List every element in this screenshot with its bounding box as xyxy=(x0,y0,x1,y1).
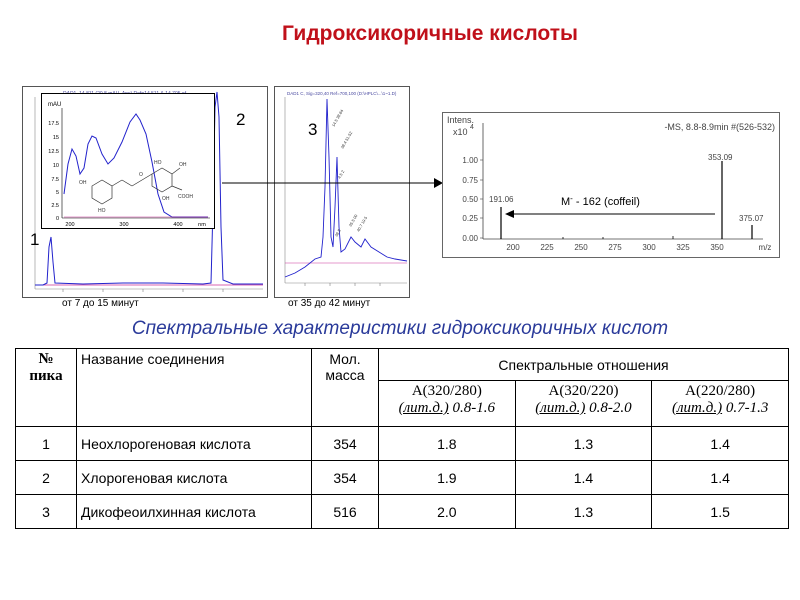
svg-text:14.5 38.84: 14.5 38.84 xyxy=(330,108,345,128)
slide-title: Гидроксикоричные кислоты xyxy=(282,22,578,45)
cell-r2: 1.4 xyxy=(515,461,652,495)
cell-mass: 516 xyxy=(312,495,379,529)
ms-ylabel: Intens. xyxy=(447,115,475,125)
inset-unit: mAU xyxy=(48,102,62,108)
chromatogram-middle-plot xyxy=(275,87,409,297)
ms-xtick-275: 275 xyxy=(608,243,622,252)
svg-text:38.4 51.52: 38.4 51.52 xyxy=(339,130,354,150)
ms-yscale: x10 xyxy=(453,127,468,137)
peak-label-1: 1 xyxy=(30,230,40,249)
chromatogram-middle-caption: от 35 до 42 минут xyxy=(288,298,371,309)
cell-r3: 1.5 xyxy=(652,495,789,529)
ms-ytick-0-25: 0.25 xyxy=(462,214,478,223)
mol-label-o: O xyxy=(139,172,143,178)
inset-ytick-10: 10 xyxy=(52,163,59,169)
inset-ytick-15: 15 xyxy=(52,135,59,141)
ms-header: -MS, 8.8-8.9min #(526-532) xyxy=(664,122,775,132)
link-arrow xyxy=(222,176,444,190)
inset-xtick-200: 200 xyxy=(65,222,75,228)
cell-r3: 1.4 xyxy=(652,427,789,461)
uv-spectrum-inset xyxy=(41,93,215,229)
cell-no: 1 xyxy=(16,427,77,461)
inset-ytick-0: 0 xyxy=(55,216,59,222)
inset-ytick-12-5: 12.5 xyxy=(48,149,59,155)
inset-ytick-7-5: 7.5 xyxy=(51,177,59,183)
cell-no: 2 xyxy=(16,461,77,495)
inset-ytick-5: 5 xyxy=(55,190,59,196)
cell-name: Хлорогеновая кислота xyxy=(77,461,312,495)
cell-r3: 1.4 xyxy=(652,461,789,495)
table-row xyxy=(16,461,789,495)
table-row xyxy=(16,427,789,461)
chromatogram-left xyxy=(22,86,268,298)
mass-spectrum-plot xyxy=(443,113,779,257)
mol-label-cooh: COOH xyxy=(178,194,193,200)
svg-text:40.7 19.5: 40.7 19.5 xyxy=(355,215,369,233)
ms-peak-label-375: 375.07 xyxy=(739,214,764,223)
col-name: Название соединения xyxy=(77,349,312,427)
svg-text:35.5 00: 35.5 00 xyxy=(347,213,359,228)
cell-name: Неохлорогеновая кислота xyxy=(77,427,312,461)
col-peak-no: № пика xyxy=(16,349,77,427)
inset-ytick-2-5: 2.5 xyxy=(51,203,59,209)
cell-mass: 354 xyxy=(312,461,379,495)
cell-mass: 354 xyxy=(312,427,379,461)
col-ratio-220-280: А(220/280) (лит.д.) 0.7-1.3 xyxy=(652,381,789,427)
mol-label-ho-2: HO xyxy=(154,160,162,166)
chromatogram-middle xyxy=(274,86,410,298)
cell-r2: 1.3 xyxy=(515,427,652,461)
mol-label-ho-1: HO xyxy=(98,208,106,214)
peak-label-2: 2 xyxy=(236,110,246,129)
ms-xtick-200: 200 xyxy=(506,243,520,252)
ms-ytick-1-00: 1.00 xyxy=(462,156,478,165)
ms-peak-label-353: 353.09 xyxy=(708,153,733,162)
chromatogram-left-caption: от 7 до 15 минут xyxy=(62,298,139,309)
ms-xunit: m/z xyxy=(758,243,772,252)
mol-label-oh-1: OH xyxy=(79,180,87,186)
uv-spectrum-plot xyxy=(42,94,214,228)
ms-xtick-225: 225 xyxy=(540,243,554,252)
spectral-table xyxy=(15,348,789,529)
ms-ytick-0-00: 0.00 xyxy=(462,234,478,243)
col-ratio-320-220: А(320/220) (лит.д.) 0.8-2.0 xyxy=(515,381,652,427)
svg-text:38.8: 38.8 xyxy=(333,228,342,238)
mass-spectrum xyxy=(442,112,780,258)
ms-annotation: M- - 162 (coffeil) xyxy=(561,194,640,208)
ms-xtick-325: 325 xyxy=(676,243,690,252)
cell-no: 3 xyxy=(16,495,77,529)
cell-name: Дикофеоилхинная кислота xyxy=(77,495,312,529)
ms-xtick-350: 350 xyxy=(710,243,724,252)
col-mass: Мол. масса xyxy=(312,349,379,427)
ms-peak-label-191: 191.06 xyxy=(489,195,514,204)
cell-r1: 1.8 xyxy=(379,427,516,461)
cell-r2: 1.3 xyxy=(515,495,652,529)
svg-text:4.5 2: 4.5 2 xyxy=(336,169,346,180)
cell-r1: 1.9 xyxy=(379,461,516,495)
peak-label-3: 3 xyxy=(308,120,318,139)
col-ratio-320-280: А(320/280) (лит.д.) 0.8-1.6 xyxy=(379,381,516,427)
ms-ytick-0-75: 0.75 xyxy=(462,176,478,185)
ms-xtick-250: 250 xyxy=(574,243,588,252)
table-caption: Спектральные характеристики гидроксикоричных кислот xyxy=(131,318,669,339)
inset-ytick-17-5: 17.5 xyxy=(48,121,59,127)
cell-r1: 2.0 xyxy=(379,495,516,529)
ms-ytick-0-50: 0.50 xyxy=(462,195,478,204)
ms-xtick-300: 300 xyxy=(642,243,656,252)
mol-label-oh-2: OH xyxy=(179,162,187,168)
inset-xtick-300: 300 xyxy=(119,222,129,228)
col-ratios: Спектральные отношения xyxy=(379,349,789,381)
inset-xtick-nm: nm xyxy=(198,222,206,228)
mol-label-oh-3: OH xyxy=(162,196,170,202)
table-row xyxy=(16,495,789,529)
ms-yexp: 4 xyxy=(470,124,474,131)
inset-xtick-400: 400 xyxy=(173,222,183,228)
chromatogram-middle-header: DAD1 C, Sig=320,40 Ref=700,100 (D:\HPLC\...\1~1.D) xyxy=(287,91,397,96)
